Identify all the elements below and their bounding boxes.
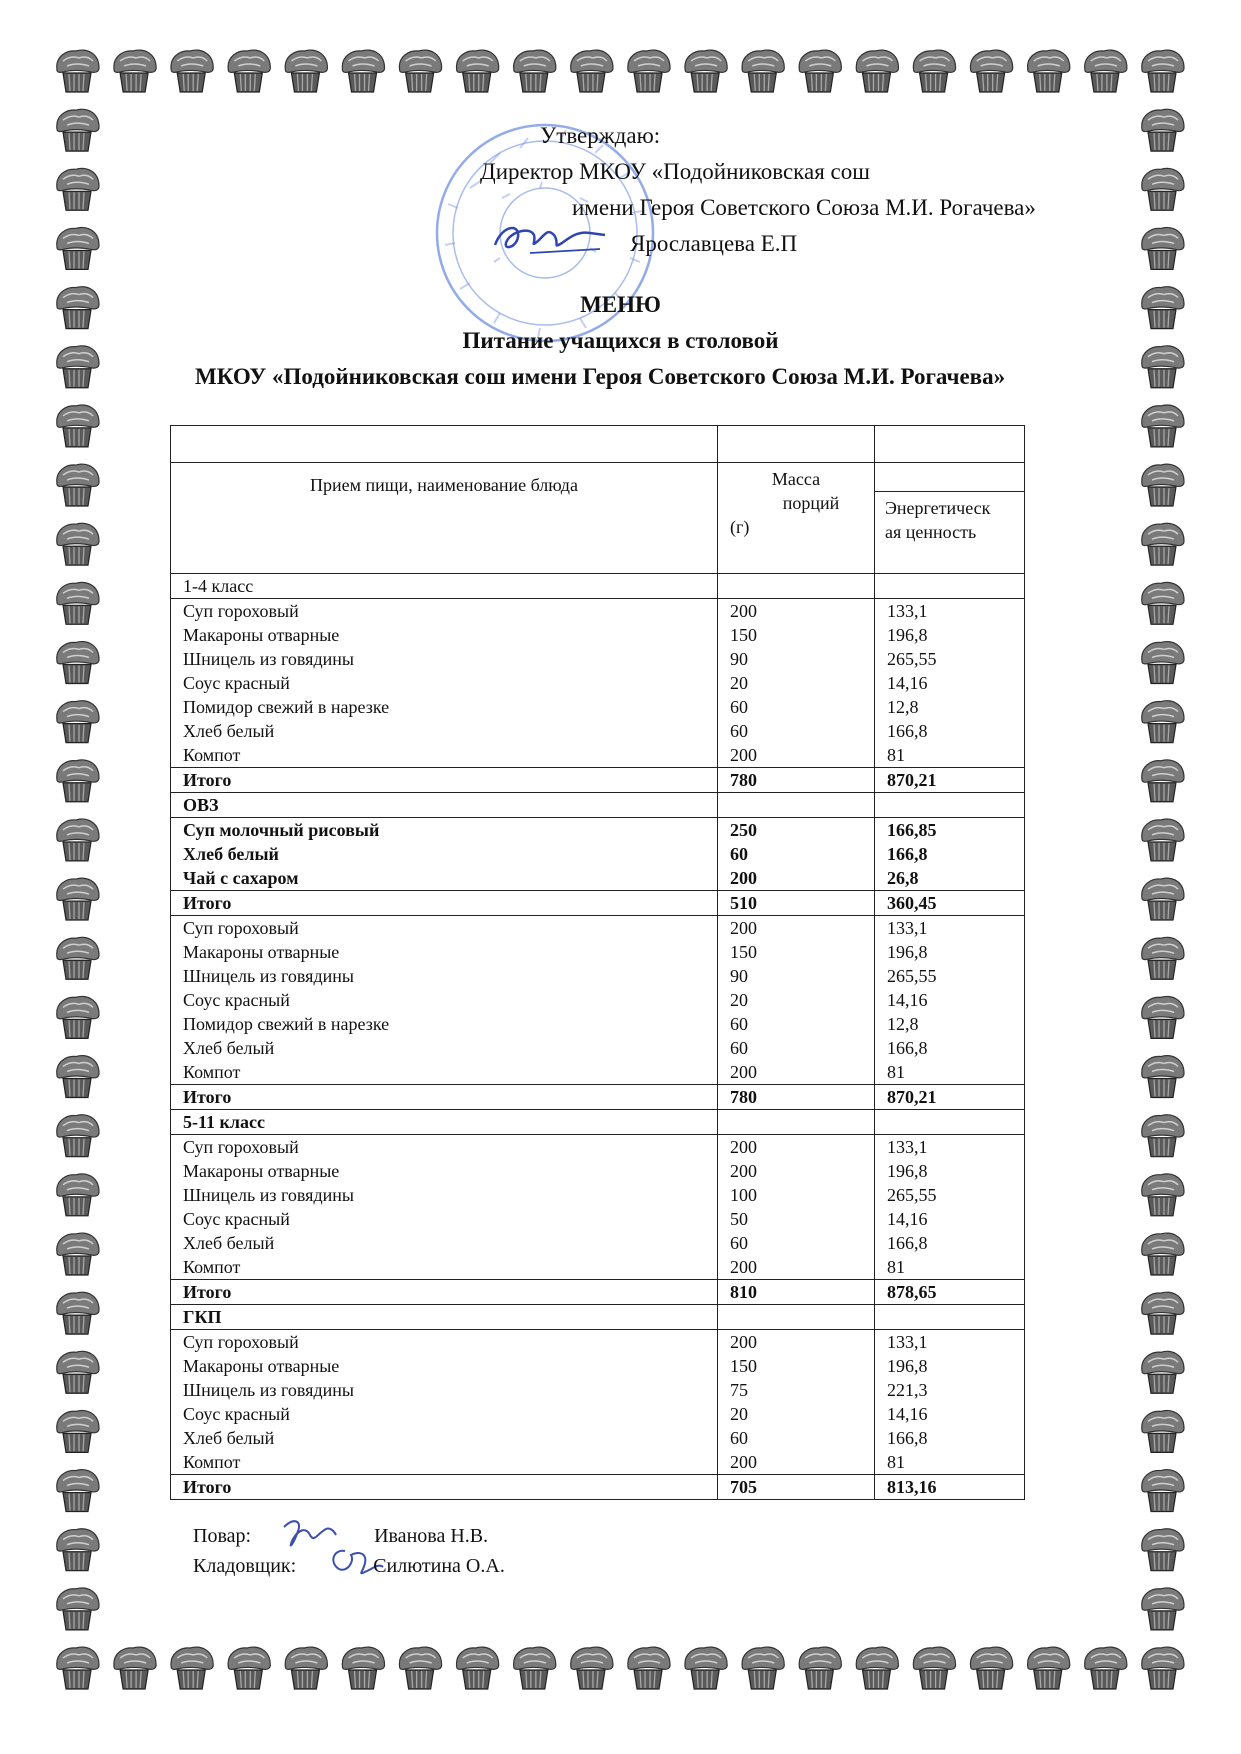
header-mass (718, 463, 875, 574)
menu-subtitle: Питание учащихся в столовой (462, 328, 779, 353)
muffin-icon (399, 1647, 441, 1689)
dish-name: Соус красный (183, 1404, 290, 1424)
dish-mass: 200 (730, 1332, 757, 1352)
dish-mass: 200 (730, 1137, 757, 1157)
muffin-icon (57, 760, 99, 802)
muffin-icon (57, 1233, 99, 1275)
total-row (171, 1280, 1025, 1305)
muffin-icon (913, 1647, 955, 1689)
dish-mass: 90 (730, 966, 748, 986)
muffin-icon (57, 878, 99, 920)
dish-mass: 200 (730, 1062, 757, 1082)
total-energy: 360,45 (875, 891, 1025, 916)
muffin-icon (57, 1529, 99, 1571)
dish-energy: 265,55 (887, 1185, 937, 1205)
muffin-icon (57, 1588, 99, 1630)
muffin-icon (171, 1647, 213, 1689)
muffin-icon (457, 50, 499, 92)
muffin-icon (285, 50, 327, 92)
muffin-icon (1142, 464, 1184, 506)
dish-name: Суп молочный рисовый (183, 820, 380, 840)
muffin-icon (1085, 1647, 1127, 1689)
total-mass: 705 (718, 1475, 875, 1500)
table-header-row (171, 463, 1025, 574)
dish-mass: 60 (730, 697, 748, 717)
header-mass-line2: порций (782, 493, 840, 513)
muffin-icon (514, 50, 556, 92)
muffin-icon (57, 50, 99, 92)
muffin-icon (856, 50, 898, 92)
dishes-row (171, 916, 1025, 1085)
muffin-icon (1142, 1588, 1184, 1630)
dish-name: Соус красный (183, 673, 290, 693)
muffin-icon (571, 1647, 613, 1689)
total-row (171, 1085, 1025, 1110)
dish-mass: 60 (730, 721, 748, 741)
muffin-icon (57, 109, 99, 151)
dish-name: Макароны отварные (183, 625, 340, 645)
dish-name: Макароны отварные (183, 1161, 340, 1181)
dish-name: Шницель из говядины (183, 1185, 354, 1205)
dish-name: Компот (183, 745, 241, 765)
dish-energy: 265,55 (887, 966, 937, 986)
muffin-icon (1142, 1351, 1184, 1393)
muffin-icon (1142, 1115, 1184, 1157)
muffin-icon (1142, 1647, 1184, 1689)
section-label: ГКП (171, 1305, 718, 1330)
dish-mass: 200 (730, 1452, 757, 1472)
dish-name: Макароны отварные (183, 942, 340, 962)
section-header-row (171, 1305, 1025, 1330)
dish-energy: 12,8 (887, 697, 919, 717)
muffin-icon (913, 50, 955, 92)
dish-mass: 250 (730, 820, 757, 840)
dish-name: Хлеб белый (183, 844, 279, 864)
header-energy-line1: Энергетическ (885, 498, 991, 518)
dish-mass: 60 (730, 844, 748, 864)
muffin-icon (57, 937, 99, 979)
muffin-icon (1142, 168, 1184, 210)
muffin-icon (57, 642, 99, 684)
dishes-row (171, 1135, 1025, 1280)
dish-name: Помидор свежий в нарезке (183, 697, 390, 717)
muffin-icon (856, 1647, 898, 1689)
muffin-icon (399, 50, 441, 92)
dish-mass: 20 (730, 673, 748, 693)
dish-mass: 75 (730, 1380, 748, 1400)
muffin-icon (57, 1174, 99, 1216)
dish-name: Суп гороховый (183, 1137, 299, 1157)
muffin-icon (57, 1470, 99, 1512)
dish-name: Шницель из говядины (183, 966, 354, 986)
muffin-icon (1142, 701, 1184, 743)
total-energy: 813,16 (875, 1475, 1025, 1500)
muffin-icon (57, 582, 99, 624)
muffin-icon (57, 405, 99, 447)
dish-mass: 60 (730, 1014, 748, 1034)
approval-position: Директор МКОУ «Подойниковская сош (480, 159, 870, 184)
dishes-row (171, 818, 1025, 891)
dish-name: Суп гороховый (183, 601, 299, 621)
muffin-icon (57, 819, 99, 861)
dish-energy: 166,85 (887, 820, 937, 840)
muffin-icon (1142, 1470, 1184, 1512)
dish-energy: 81 (887, 745, 905, 765)
section-header-row (171, 793, 1025, 818)
muffin-icon (1142, 642, 1184, 684)
muffin-icon (228, 50, 270, 92)
dish-energy: 133,1 (887, 918, 928, 938)
dish-name: Суп гороховый (183, 918, 299, 938)
dish-energy: 166,8 (887, 844, 928, 864)
dish-name: Помидор свежий в нарезке (183, 1014, 390, 1034)
dish-name: Хлеб белый (183, 721, 275, 741)
muffin-icon (1142, 1410, 1184, 1452)
dish-name: Хлеб белый (183, 1428, 275, 1448)
muffin-icon (1142, 405, 1184, 447)
dish-energy: 196,8 (887, 625, 928, 645)
total-label: Итого (171, 891, 718, 916)
muffin-icon (1142, 819, 1184, 861)
header-mass-line3: (г) (730, 517, 750, 537)
dish-energy: 166,8 (887, 1038, 928, 1058)
dish-mass: 20 (730, 990, 748, 1010)
section-header-row (171, 574, 1025, 599)
total-mass: 510 (718, 891, 875, 916)
muffin-icon (114, 50, 156, 92)
dish-energy: 81 (887, 1062, 905, 1082)
cook-line (193, 1525, 488, 1548)
dishes-row (171, 599, 1025, 768)
approval-director-name: Ярославцева Е.П (630, 231, 798, 256)
total-label: Итого (171, 1280, 718, 1305)
muffin-icon (57, 1115, 99, 1157)
muffin-icon (1142, 50, 1184, 92)
total-energy: 870,21 (875, 768, 1025, 793)
storekeeper-name: Силютина О.А. (373, 1555, 505, 1577)
section-label: 5-11 класс (171, 1110, 718, 1135)
muffin-icon (628, 1647, 670, 1689)
muffin-icon (114, 1647, 156, 1689)
muffin-icon (1142, 1529, 1184, 1571)
cook-name: Иванова Н.В. (374, 1525, 489, 1547)
muffin-icon (1142, 228, 1184, 270)
total-label: Итого (171, 1475, 718, 1500)
dish-energy: 26,8 (887, 868, 919, 888)
header-energy (875, 463, 1025, 574)
dish-mass: 150 (730, 1356, 757, 1376)
muffin-icon (1142, 523, 1184, 565)
muffin-icon (57, 523, 99, 565)
muffin-icon (628, 50, 670, 92)
dish-name: Соус красный (183, 990, 290, 1010)
total-energy: 870,21 (875, 1085, 1025, 1110)
approval-title: Утверждаю: (540, 123, 661, 148)
dish-name: Чай с сахаром (183, 868, 299, 888)
muffin-icon (57, 168, 99, 210)
total-row (171, 1475, 1025, 1500)
dish-energy: 133,1 (887, 1332, 928, 1352)
dish-name: Хлеб белый (183, 1233, 275, 1253)
dish-energy: 166,8 (887, 1233, 928, 1253)
total-row (171, 768, 1025, 793)
muffin-icon (57, 701, 99, 743)
muffin-icon (57, 1056, 99, 1098)
menu-school: МКОУ «Подойниковская сош имени Героя Советского Союза М.И. Рогачева» (195, 364, 1006, 389)
muffin-icon (1142, 1233, 1184, 1275)
muffin-icon (342, 50, 384, 92)
muffin-icon (742, 50, 784, 92)
dish-mass: 200 (730, 1257, 757, 1277)
dish-energy: 196,8 (887, 1356, 928, 1376)
header-dish-name: Прием пищи, наименование блюда (171, 463, 718, 574)
dish-energy: 81 (887, 1452, 905, 1472)
dish-mass: 90 (730, 649, 748, 669)
dish-name: Соус красный (183, 1209, 290, 1229)
dish-energy: 12,8 (887, 1014, 919, 1034)
muffin-icon (57, 228, 99, 270)
approval-block (480, 118, 1036, 262)
total-mass: 780 (718, 1085, 875, 1110)
muffin-icon (457, 1647, 499, 1689)
dish-name: Компот (183, 1257, 241, 1277)
muffin-icon (742, 1647, 784, 1689)
muffin-icon (685, 50, 727, 92)
dish-name: Шницель из говядины (183, 1380, 354, 1400)
muffin-icon (1142, 937, 1184, 979)
muffin-icon (1142, 582, 1184, 624)
muffin-icon (970, 50, 1012, 92)
dish-name: Суп гороховый (183, 1332, 299, 1352)
dish-mass: 150 (730, 942, 757, 962)
dish-mass: 20 (730, 1404, 748, 1424)
dish-energy: 166,8 (887, 1428, 928, 1448)
dish-mass: 200 (730, 868, 757, 888)
total-mass: 780 (718, 768, 875, 793)
dish-name: Хлеб белый (183, 1038, 275, 1058)
header-energy-line2: ая ценность (885, 522, 977, 542)
dish-name: Компот (183, 1062, 241, 1082)
dish-energy: 196,8 (887, 942, 928, 962)
dish-energy: 133,1 (887, 1137, 928, 1157)
muffin-icon (1142, 760, 1184, 802)
dish-name: Компот (183, 1452, 241, 1472)
dish-energy: 14,16 (887, 1209, 928, 1229)
total-mass: 810 (718, 1280, 875, 1305)
menu-title: МЕНЮ (580, 292, 661, 317)
muffin-icon (57, 1292, 99, 1334)
cook-label: Повар: (193, 1525, 252, 1547)
muffin-icon (1028, 50, 1070, 92)
dish-energy: 166,8 (887, 721, 928, 741)
muffin-icon (1142, 878, 1184, 920)
muffin-icon (57, 996, 99, 1038)
section-header-row (171, 1110, 1025, 1135)
menu-table (170, 425, 1025, 1500)
muffin-icon (57, 464, 99, 506)
section-label: ОВЗ (171, 793, 718, 818)
section-label: 1-4 класс (171, 574, 718, 599)
dish-energy: 133,1 (887, 601, 928, 621)
muffin-icon (1142, 1292, 1184, 1334)
muffin-icon (1028, 1647, 1070, 1689)
muffin-icon (799, 50, 841, 92)
muffin-icon (1142, 1056, 1184, 1098)
muffin-icon (1142, 1174, 1184, 1216)
muffin-icon (685, 1647, 727, 1689)
total-label: Итого (171, 1085, 718, 1110)
muffin-icon (1142, 109, 1184, 151)
dish-energy: 221,3 (887, 1380, 928, 1400)
muffin-icon (57, 1410, 99, 1452)
dish-energy: 81 (887, 1257, 905, 1277)
dish-mass: 60 (730, 1038, 748, 1058)
muffin-icon (799, 1647, 841, 1689)
total-energy: 878,65 (875, 1280, 1025, 1305)
storekeeper-line (193, 1555, 505, 1578)
dish-mass: 200 (730, 745, 757, 765)
storekeeper-label: Кладовщик: (193, 1555, 297, 1577)
approval-school-name: имени Героя Советского Союза М.И. Рогачева» (572, 195, 1036, 220)
muffin-icon (970, 1647, 1012, 1689)
muffin-icon (1085, 50, 1127, 92)
muffin-icon (1142, 996, 1184, 1038)
muffin-icon (228, 1647, 270, 1689)
muffin-icon (57, 1351, 99, 1393)
dish-energy: 196,8 (887, 1161, 928, 1181)
muffin-icon (285, 1647, 327, 1689)
muffin-icon (342, 1647, 384, 1689)
muffin-icon (57, 1647, 99, 1689)
dish-mass: 200 (730, 918, 757, 938)
dish-name: Шницель из говядины (183, 649, 354, 669)
dish-mass: 60 (730, 1233, 748, 1253)
muffin-icon (571, 50, 613, 92)
dish-mass: 150 (730, 625, 757, 645)
dishes-row (171, 1330, 1025, 1475)
dish-energy: 14,16 (887, 990, 928, 1010)
dish-energy: 14,16 (887, 1404, 928, 1424)
dish-energy: 265,55 (887, 649, 937, 669)
header-mass-line1: Масса (771, 469, 821, 489)
muffin-icon (171, 50, 213, 92)
dish-mass: 50 (730, 1209, 748, 1229)
dish-name: Макароны отварные (183, 1356, 340, 1376)
dish-mass: 60 (730, 1428, 748, 1448)
total-label: Итого (171, 768, 718, 793)
dish-energy: 14,16 (887, 673, 928, 693)
table-top-empty-row (171, 426, 1025, 463)
dish-mass: 200 (730, 1161, 757, 1181)
dish-mass: 100 (730, 1185, 757, 1205)
dish-mass: 200 (730, 601, 757, 621)
total-row (171, 891, 1025, 916)
muffin-icon (514, 1647, 556, 1689)
